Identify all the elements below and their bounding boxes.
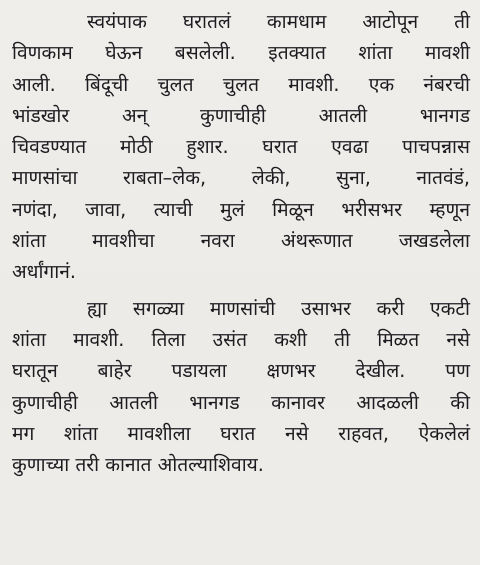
text-line: चिवडण्यात मोठी हुशार. घरात एवढा पाचपन्नास bbox=[12, 135, 470, 159]
text-line: अर्धांगानं. bbox=[12, 260, 76, 284]
text-line: नणंदा, जावा, त्याची मुलं मिळून भरीसभर म्हणून bbox=[12, 197, 470, 221]
text-line: विणकाम घेऊन बसलेली. इतक्यात शांता मावशी bbox=[12, 41, 470, 65]
text-line: घरातून बाहेर पडायला क्षणभर देखील. पण bbox=[12, 359, 470, 383]
text-line: कुणाचीही आतली भानगड कानावर आदळली की bbox=[12, 390, 470, 414]
text-line: शांता मावशी. तिला उसंत कशी ती मिळत नसे bbox=[12, 327, 470, 351]
paragraph-2 bbox=[12, 293, 470, 481]
text-line: मग शांता मावशीला घरात नसे राहवत, ऐकलेलं bbox=[12, 421, 470, 445]
text-line: भांडखोर अन् कुणाचीही आतली भानगड bbox=[12, 103, 470, 127]
text-line: ह्या सगळ्या माणसांची उसाभर करी एकटी bbox=[87, 296, 470, 320]
paragraph-1 bbox=[12, 6, 470, 288]
text-line: माणसांचा राबता–लेक, लेकी, सुना, नातवंडं, bbox=[12, 166, 470, 190]
text-line: स्वयंपाक घरातलं कामधाम आटोपून ती bbox=[87, 10, 470, 33]
text-line: कुणाच्या तरी कानात ओतल्याशिवाय. bbox=[12, 453, 264, 477]
text-line: शांता मावशीचा नवरा अंथरूणात जखडलेला bbox=[12, 229, 470, 253]
text-line: आली. बिंदूची चुलत चुलत मावशी. एक नंबरची bbox=[12, 72, 470, 96]
